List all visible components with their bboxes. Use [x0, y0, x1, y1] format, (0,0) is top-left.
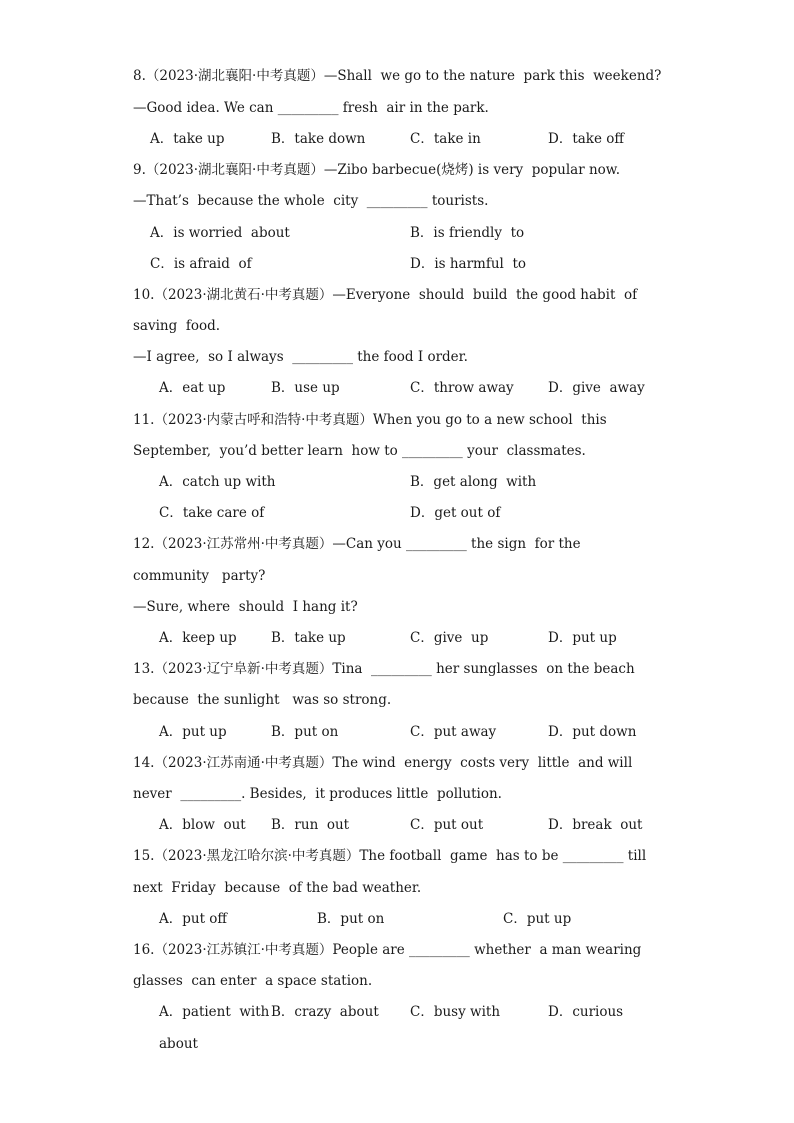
question-16-option-b[interactable]	[271, 1003, 379, 1021]
question-12-option-a[interactable]	[159, 629, 237, 647]
question-13-option-a[interactable]	[159, 723, 227, 741]
option-letter: C．	[503, 911, 527, 927]
option-letter: D．	[548, 1004, 573, 1020]
option-text: get out of	[434, 505, 501, 521]
option-text: take care of	[182, 505, 265, 521]
question-16-option-c[interactable]	[410, 1003, 500, 1021]
option-text: put up	[526, 911, 572, 927]
question-8-option-d[interactable]	[548, 130, 624, 148]
question-12-option-c[interactable]	[410, 629, 488, 647]
option-text: run out	[294, 817, 350, 833]
question-11-option-d[interactable]	[410, 504, 500, 522]
option-text: take down	[294, 131, 366, 147]
question-9-line-1: 9.（2023·湖北襄阳·中考真题）—Zibo barbecue(烧烤) is very popular now.	[133, 162, 621, 178]
question-16-option-d-continuation: about	[159, 1036, 198, 1052]
option-letter: D．	[548, 817, 573, 833]
question-15-option-a[interactable]	[159, 910, 227, 928]
question-16-line-1: 16.（2023·江苏镇江·中考真题）People are _________ whether a man wearing	[133, 942, 642, 958]
option-letter: C．	[410, 380, 434, 396]
question-12-line-1: 12.（2023·江苏常州·中考真题）—Can you _________ the sign for the	[133, 536, 581, 552]
option-letter: D．	[548, 724, 573, 740]
option-letter: A．	[150, 131, 174, 147]
question-11-line-2: September, you’d better learn how to _________ your classmates.	[133, 443, 586, 459]
question-10-option-d[interactable]	[548, 379, 645, 397]
option-text: put up	[182, 724, 227, 740]
option-letter: C．	[410, 630, 434, 646]
question-14-option-c[interactable]	[410, 816, 483, 834]
question-12-line-3: —Sure, where should I hang it?	[133, 599, 358, 615]
option-text: take up	[294, 630, 346, 646]
option-letter: A．	[159, 1004, 183, 1020]
question-16-line-2: glasses can enter a space station.	[133, 973, 373, 989]
option-text: keep up	[182, 630, 237, 646]
question-14-option-d[interactable]	[548, 816, 642, 834]
option-letter: D．	[410, 256, 435, 272]
option-text: take up	[173, 131, 225, 147]
option-text: give up	[433, 630, 489, 646]
question-8-option-a[interactable]	[150, 130, 225, 148]
option-letter: C．	[159, 505, 183, 521]
option-text: take in	[433, 131, 481, 147]
question-9-option-c[interactable]	[150, 255, 252, 273]
option-letter: B．	[271, 1004, 295, 1020]
question-12-line-2: community party?	[133, 568, 266, 584]
option-letter: B．	[410, 474, 434, 490]
option-letter: D．	[410, 505, 435, 521]
question-9-option-a[interactable]	[150, 224, 290, 242]
question-8-line-2: —Good idea. We can _________ fresh air in the park.	[133, 100, 489, 116]
option-letter: C．	[410, 817, 434, 833]
option-text: crazy about	[294, 1004, 379, 1020]
option-text: put out	[433, 817, 484, 833]
option-text: get along with	[433, 474, 537, 490]
question-14-line-1: 14.（2023·江苏南通·中考真题）The wind energy costs very little and will	[133, 755, 633, 771]
question-11-option-b[interactable]	[410, 473, 536, 491]
question-9-option-d[interactable]	[410, 255, 526, 273]
option-letter: D．	[548, 630, 573, 646]
option-letter: D．	[548, 380, 573, 396]
option-letter: B．	[410, 225, 434, 241]
question-13-line-2: because the sunlight was so strong.	[133, 692, 392, 708]
question-15-line-2: next Friday because of the bad weather.	[133, 880, 422, 896]
option-text: put down	[572, 724, 637, 740]
option-letter: C．	[410, 131, 434, 147]
option-text: is worried about	[173, 225, 290, 241]
option-letter: A．	[150, 225, 174, 241]
question-16-option-d[interactable]	[548, 1003, 623, 1021]
option-text: put off	[182, 911, 228, 927]
question-11-option-a[interactable]	[159, 473, 275, 491]
option-text: blow out	[182, 817, 246, 833]
question-10-line-1: 10.（2023·湖北黄石·中考真题）—Everyone should build the good habit of	[133, 287, 638, 303]
question-15-option-b[interactable]	[317, 910, 384, 928]
option-letter: A．	[159, 911, 183, 927]
option-letter: C．	[150, 256, 174, 272]
question-10-line-3: —I agree, so I always _________ the food I order.	[133, 349, 468, 365]
question-9-option-b[interactable]	[410, 224, 524, 242]
option-text: put up	[572, 630, 617, 646]
question-10-line-2: saving food.	[133, 318, 221, 334]
option-letter: A．	[159, 817, 183, 833]
question-10-option-a[interactable]	[159, 379, 225, 397]
option-text: throw away	[433, 380, 514, 396]
option-text: busy with	[433, 1004, 501, 1020]
option-text: use up	[294, 380, 340, 396]
question-8-line-1: 8.（2023·湖北襄阳·中考真题）—Shall we go to the nature park this weekend?	[133, 68, 662, 84]
option-text: eat up	[182, 380, 226, 396]
option-text: put on	[340, 911, 385, 927]
option-text: take off	[572, 131, 624, 147]
option-text: is friendly to	[433, 225, 525, 241]
option-text: give away	[572, 380, 645, 396]
option-letter: A．	[159, 724, 183, 740]
option-letter: B．	[271, 131, 295, 147]
option-letter: A．	[159, 630, 183, 646]
option-text: catch up with	[182, 474, 276, 490]
option-letter: A．	[159, 380, 183, 396]
question-14-option-a[interactable]	[159, 816, 246, 834]
option-letter: C．	[410, 1004, 434, 1020]
option-letter: C．	[410, 724, 434, 740]
option-text: put away	[433, 724, 497, 740]
question-12-option-d[interactable]	[548, 629, 617, 647]
question-11-line-1: 11.（2023·内蒙古呼和浩特·中考真题）When you go to a new school this	[133, 412, 607, 428]
option-letter: B．	[271, 380, 295, 396]
question-14-option-b[interactable]	[271, 816, 349, 834]
question-11-option-c[interactable]	[159, 504, 264, 522]
option-text: patient with	[182, 1004, 270, 1020]
question-16-option-a[interactable]	[159, 1003, 269, 1021]
option-text: is afraid of	[173, 256, 252, 272]
question-15-line-1: 15.（2023·黑龙江哈尔滨·中考真题）The football game has to be _________ till	[133, 848, 647, 864]
question-13-option-d[interactable]	[548, 723, 636, 741]
option-text: put on	[294, 724, 339, 740]
question-12-option-b[interactable]	[271, 629, 346, 647]
option-letter: B．	[271, 724, 295, 740]
question-10-option-c[interactable]	[410, 379, 514, 397]
option-letter: B．	[271, 630, 295, 646]
question-15-option-c[interactable]	[503, 910, 571, 928]
option-letter: B．	[317, 911, 341, 927]
option-text: break out	[572, 817, 643, 833]
question-14-line-2: never _________. Besides, it produces little pollution.	[133, 786, 502, 802]
option-text: curious	[572, 1004, 624, 1020]
option-text: is harmful to	[434, 256, 527, 272]
question-8-option-b[interactable]	[271, 130, 365, 148]
question-10-option-b[interactable]	[271, 379, 340, 397]
question-9-line-2: —That’s because the whole city _________ tourists.	[133, 193, 489, 209]
question-13-line-1: 13.（2023·辽宁阜新·中考真题）Tina _________ her sunglasses on the beach	[133, 661, 635, 677]
question-13-option-b[interactable]	[271, 723, 338, 741]
option-letter: A．	[159, 474, 183, 490]
question-13-option-c[interactable]	[410, 723, 496, 741]
question-8-option-c[interactable]	[410, 130, 481, 148]
option-letter: D．	[548, 131, 573, 147]
option-letter: B．	[271, 817, 295, 833]
